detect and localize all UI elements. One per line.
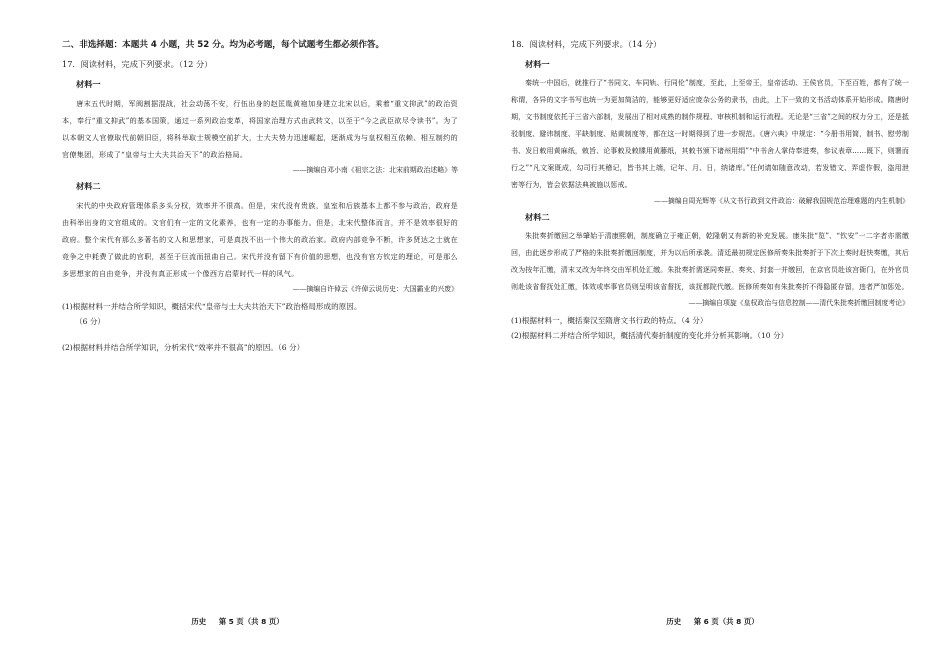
page-right (475, 0, 950, 655)
question-17-prompt: 17．阅读材料，完成下列要求。（12 分） (62, 59, 213, 69)
q18-subquestion-2: (2)根据材料二并结合所学知识，概括清代奏折制度的变化并分析其影响。（10 分） (511, 331, 789, 340)
q18-material-1-source: ——摘编自周光辉等《从文书行政到文件政治：破解我国规范治理难题的内生机制》 (654, 197, 909, 205)
section-heading: 二、非选择题：本题共 4 小题，共 52 分。均为必考题，每个试题考生都必须作答。 (62, 40, 385, 50)
q18-material-2-text: 朱批奏折缴回之举肇始于清康熙朝，制度确立于雍正朝，乾隆朝又有新的补充发展。康朱批“览”、“钦安”一二字者亦需缴回，由此逐步形成了严格的朱批奏折缴回制度，并为以后所承袭。清廷最初规定医修所奏朱批奏折于下次上奏时赶快奏缴，其后改为按年汇缴，清末又改为年终交由军机处汇缴。朱批奏折需逐同奏匣、奏夹、封套一并缴回，在京官员赴该宫衙门，在外官员则赴该省督抚处汇缴，体效或率事官员则呈明该省督抚，该抚都院代缴。医修所奏如有朱批奏折不得隐匿存留，违者严加惩处。 (511, 232, 909, 291)
q17-subquestion-1-points: （6 分） (75, 317, 106, 326)
footer-page-number: 第 6 页（共 8 页） (693, 617, 759, 626)
q17-subquestion-2: (2)根据材料并结合所学知识，分析宋代“效率并不很高”的原因。（6 分） (62, 343, 305, 352)
footer-right (475, 616, 950, 627)
q18-material-1-text: 秦统一中国后，就推行了“书同文、车同轨、行同伦”制度，至此，上至帝王，皇帝活动、王侯官员，下至百姓，都有了统一称谓，各异的文字书写也统一为更加简洁的，能够更好适应庞杂公务的隶书，由此，上下一致的文书活动体系开始形成。隋唐时期，文书制度依托于三省六部制，发展出了相对成熟的制作规程、审核机制和运行流程。无论是“三省”之间的权力分工，还是抵驳制度、避讳制度、平缺制度、贴黄制度等，都在这一时期得到了进一步规范。《唐六典》中规定：“今册书用简，制书、慰劳制书、发日敕用黄麻纸，敕旨、论事敕及敕牒用黄藤纸，其敕书颁下诸州用绢”“中书舍人掌侍奉进奏，参议表章……既下，则署而行之”“凡文案既成，勾司行其稽记，皆书其上端，记年、月、日，纳诸库。”任何请如随意改动，若发错文、弄虚作假，盗用泄密等行为，皆会依据法典被施以惩戒。 (511, 79, 909, 189)
left-column (62, 38, 458, 355)
q18-material-1-title: 材料一 (525, 59, 550, 69)
question-18-prompt: 18．阅读材料，完成下列要求。（14 分） (511, 39, 662, 49)
footer-subject: 历史 (666, 617, 682, 626)
q18-subquestion-1: (1)根据材料一，概括秦汉至隋唐文书行政的特点。（4 分） (511, 316, 708, 325)
q18-material-2-title: 材料二 (525, 212, 550, 222)
q18-material-2-source: ——摘编自项旋《皇权政治与信息控制——清代朱批奏折缴回制度考论》 (688, 299, 909, 307)
q17-material-2-text: 宋代的中央政府管理体系多头分权，效率并不很高。但是，宋代没有贵族，皇室和后族基本上都不参与政治，政府是由科举出身的文官组成的。文官们有一定的文化素养，也有一定的办事能力。但是，北宋代整体而言，并不是效率很好的政府。整个宋代有那么多著名的文人和思想家，可是真找不出一个伟大的政治家。政府内部竞争不断，许多贤达之士就在竞争之中耗费了做此的官职，甚至于巨流而扭曲自己。宋代并没有留下有价值的思想，也没有官方钦定的理论，可是那么多思想家的自由竞争，并没有真正形成一个像西方启蒙时代一样的风气。 (62, 201, 458, 278)
q17-subquestion-1 (62, 299, 458, 329)
footer-subject: 历史 (191, 617, 207, 626)
q17-material-1-title: 材料一 (76, 79, 101, 89)
footer-page-number: 第 5 页（共 8 页） (218, 617, 284, 626)
footer-left (0, 616, 475, 627)
right-column (511, 38, 909, 343)
q17-material-1-text: 唐末五代时期，军阀割据混战，社会动荡不安，行伍出身的赵匡胤黄袍加身建立北宋以后，乘着“重文抑武”的政治资本，奉行“重文抑武”的基本国策，通过一系列政治变革，将国家治理方式由武转文，以至于“今之武臣欲尽令读书”。为了以本朝文人官僚取代前朝旧臣，将科举取士规模空前扩大，士大夫势力迅速崛起，逐渐成为与皇权相互依赖、相互制约的官僚集团，形成了“皇帝与士大夫共治天下”的政治格局。 (62, 99, 458, 159)
q17-material-1-source: ——摘编自邓小南《祖宗之法：北宋前期政治述略》等 (292, 166, 458, 174)
q17-material-2-title: 材料二 (76, 181, 101, 191)
q17-material-2-source: ——摘编自许倬云《许倬云说历史：大国霸业的兴废》 (292, 285, 458, 293)
q17-subquestion-1-text: (1)根据材料一并结合所学知识，概括宋代“皇帝与士大夫共治天下”政治格局形成的原因。 (62, 302, 362, 311)
